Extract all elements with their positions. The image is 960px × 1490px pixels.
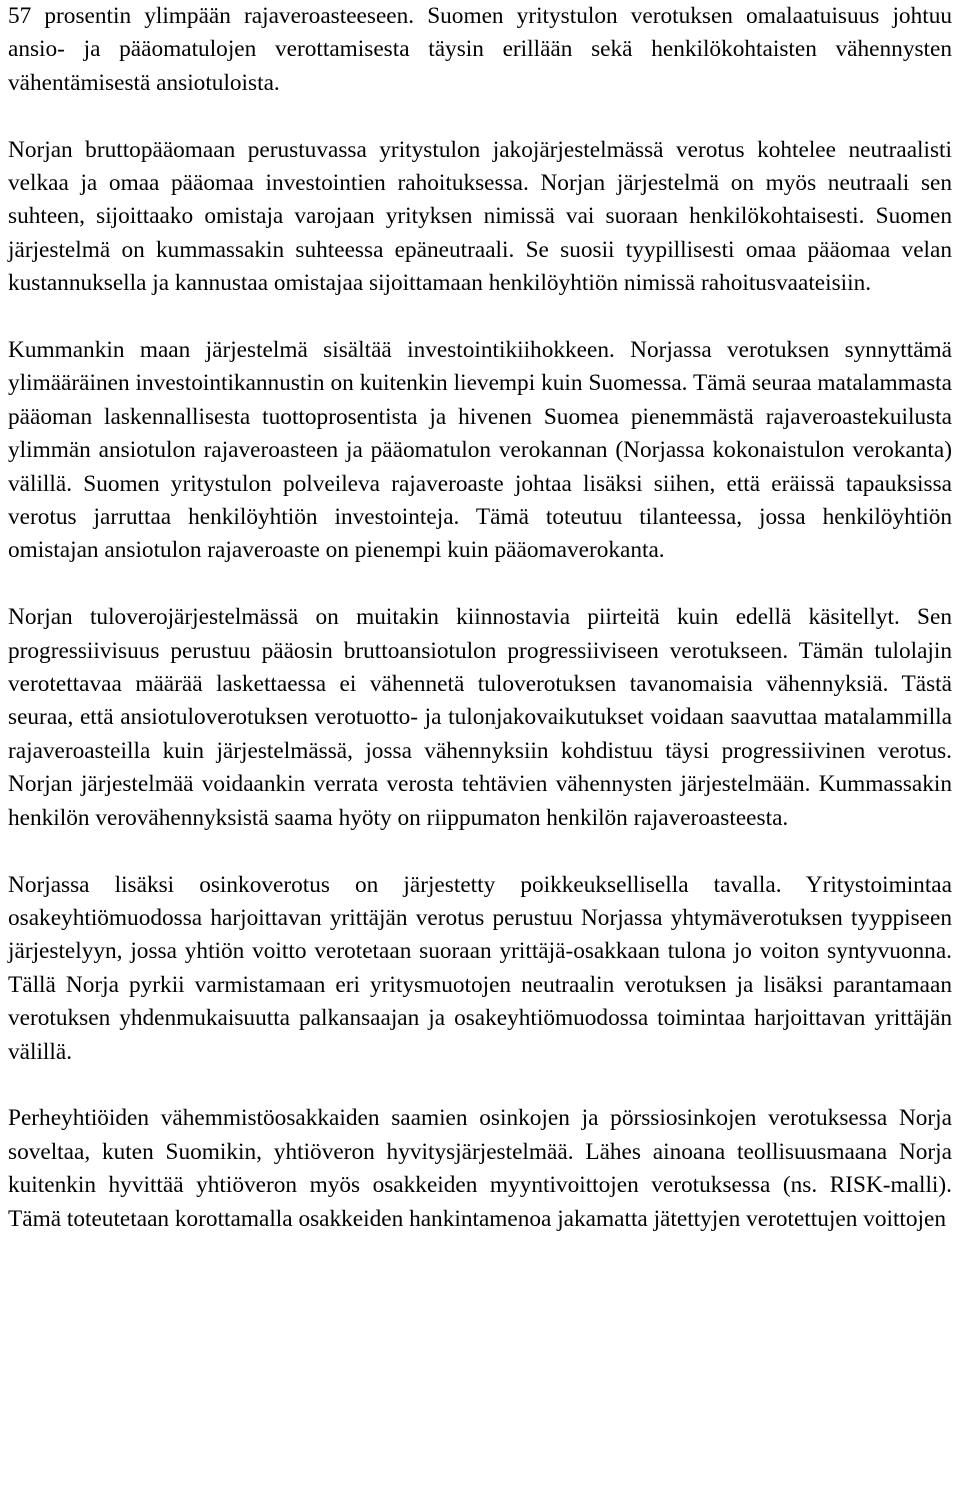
paragraph-5: Norjassa lisäksi osinkoverotus on järjestetty poikkeuksellisella tavalla. Yritystoimintaa osakeyhtiömuodossa harjoittavan yrittäjän verotus perustuu Norjassa yhtymäverotuksen tyyppiseen järjestelyyn, jossa yhtiön voitto verotetaan suoraan yrittäjä-osakkaan tulona jo voiton syntyvuonna. Tällä Norja pyrkii varmistamaan eri yritysmuotojen neutraalin verotuksen ja lisäksi parantamaan verotuksen yhdenmukaisuutta palkansaajan ja osakeyhtiömuodossa toimintaa harjoittavan yrittäjän välillä.: [8, 871, 952, 1065]
paragraph-3: Kummankin maan järjestelmä sisältää investointikiihokkeen. Norjassa verotuksen synnyttämä ylimääräinen investointikannustin on kuitenkin lievempi kuin Suomessa. Tämä seuraa matalammasta pääoman laskennallisesta tuottoprosentista ja hivenen Suomea pienemmästä rajaveroastekuilusta ylimmän ansiotulon rajaveroasteen ja pääomatulon verokannan (Norjassa kokonaistulon verokanta) välillä. Suomen yritystulon polveileva rajaveroaste johtaa lisäksi siihen, että eräissä tapauksissa verotus jarruttaa henkilöyhtiön investointeja. Tämä toteutuu tilanteessa, jossa henkilöyhtiön omistajan ansiotulon rajaveroaste on pienempi kuin pääomaverokanta.: [8, 337, 952, 564]
document-page: [8, 0, 952, 1236]
paragraph-1: 57 prosentin ylimpään rajaveroasteeseen. Suomen yritystulon verotuksen omalaatuisuus johtuu ansio- ja pääomatulojen verottamisesta täysin erillään sekä henkilökohtaisten vähennysten vähentämisestä ansiotuloista.: [8, 3, 952, 96]
paragraph-6: Perheyhtiöiden vähemmistöosakkaiden saamien osinkojen ja pörssiosinkojen verotuksessa Norja soveltaa, kuten Suomikin, yhtiöveron hyvitysjärjestelmää. Lähes ainoana teollisuusmaana Norja kuitenkin hyvittää yhtiöveron myös osakkeiden myyntivoittojen verotuksessa (ns. RISK-malli). Tämä toteutetaan korottamalla osakkeiden hankintamenoa jakamatta jätettyjen verotettujen voittojen: [8, 1105, 952, 1232]
paragraph-2: Norjan bruttopääomaan perustuvassa yritystulon jakojärjestelmässä verotus kohtelee neutraalisti velkaa ja omaa pääomaa investointien rahoituksessa. Norjan järjestelmä on myös neutraali sen suhteen, sijoittaako omistaja varojaan yrityksen nimissä vai suoraan henkilökohtaisesti. Suomen järjestelmä on kummassakin suhteessa epäneutraali. Se suosii tyypillisesti omaa pääomaa velan kustannuksella ja kannustaa omistajaa sijoittamaan henkilöyhtiön nimissä rahoitusvaateisiin.: [8, 136, 952, 297]
paragraph-4: Norjan tuloverojärjestelmässä on muitakin kiinnostavia piirteitä kuin edellä käsitellyt. Sen progressiivisuus perustuu pääosin bruttoansiotulon progressiiviseen verotukseen. Tämän tulolajin verotettavaa määrää laskettaessa ei vähennetä tuloverotuksen tavanomaisia vähennyksiä. Tästä seuraa, että ansiotuloverotuksen verotuotto- ja tulonjakovaikutukset voidaan saavuttaa matalammilla rajaveroasteilla kuin järjestelmässä, jossa vähennyksiin kohdistuu täysi progressiivinen verotus. Norjan järjestelmää voidaankin verrata verosta tehtävien vähennysten järjestelmään. Kummassakin henkilön verovähennyksistä saama hyöty on riippumaton henkilön rajaveroasteesta.: [8, 604, 952, 831]
